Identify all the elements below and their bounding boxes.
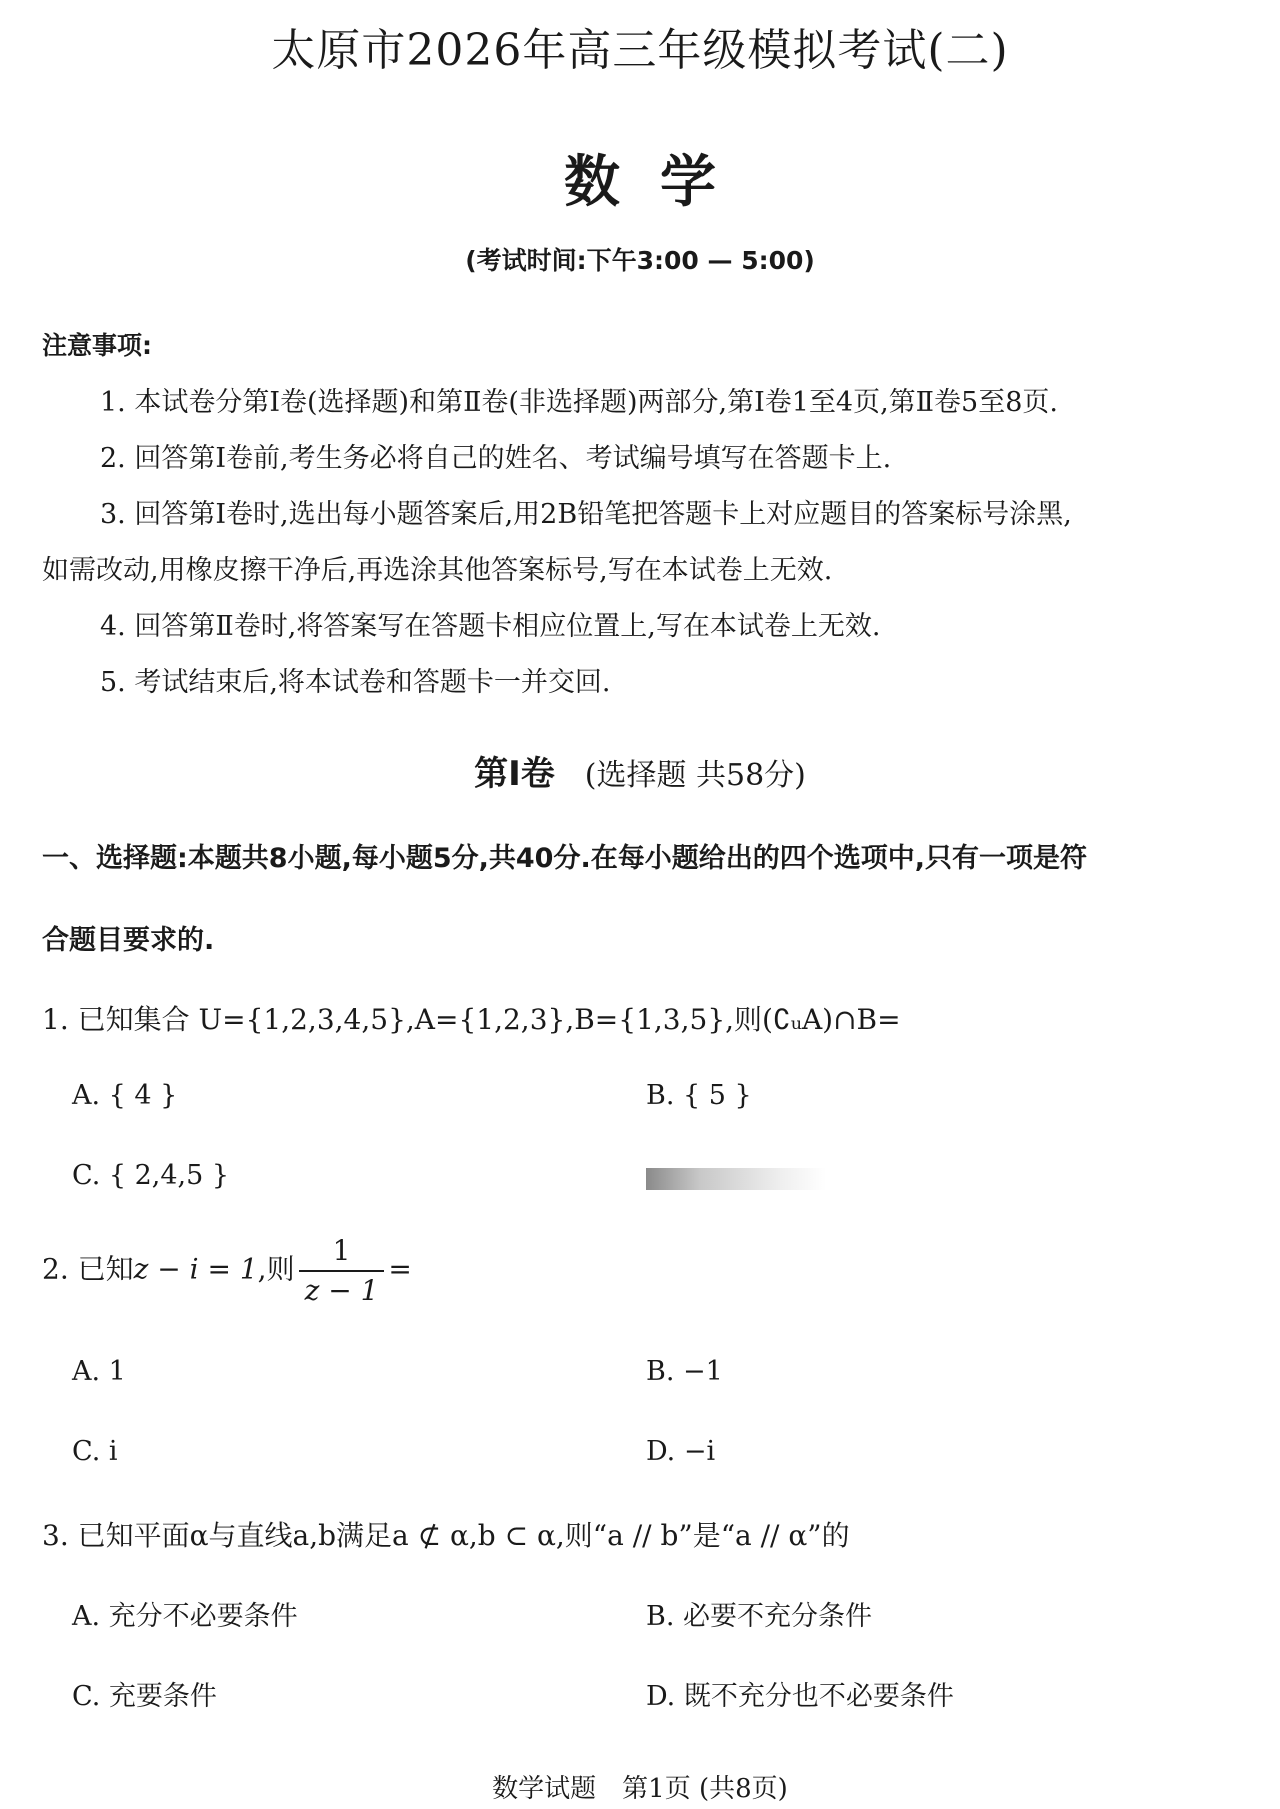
note-item: 3. 回答第Ⅰ卷时,选出每小题答案后,用2B铅笔把答题卡上对应题目的答案标号涂黑, xyxy=(100,499,1072,530)
question-2-suffix: = xyxy=(388,1252,412,1286)
section-instruction-continuation: 合题目要求的. xyxy=(42,925,215,956)
question-1-option-c: C. { 2,4,5 } xyxy=(72,1160,230,1191)
fraction-denominator: z − 1 xyxy=(304,1274,379,1307)
subject-heading: 数学 xyxy=(564,150,756,215)
question-2-mid: ,则 xyxy=(257,1252,295,1286)
section-title: 第Ⅰ卷 xyxy=(474,754,555,794)
question-3-option-d: D. 既不充分也不必要条件 xyxy=(646,1681,954,1712)
question-1-stem: 1. 已知集合 U={1,2,3,4,5},A={1,2,3},B={1,3,5},则(∁ᵤA)∩B= xyxy=(42,1003,901,1036)
section-instruction: 一、选择题:本题共8小题,每小题5分,共40分.在每小题给出的四个选项中,只有一项是符 xyxy=(42,843,1087,874)
question-3-option-c: C. 充要条件 xyxy=(72,1681,217,1712)
question-2-option-d: D. −i xyxy=(646,1436,716,1467)
question-1-option-a: A. { 4 } xyxy=(72,1080,178,1111)
note-item: 1. 本试卷分第Ⅰ卷(选择题)和第Ⅱ卷(非选择题)两部分,第Ⅰ卷1至4页,第Ⅱ卷5至8页. xyxy=(100,387,1058,418)
question-2-option-b: B. −1 xyxy=(646,1356,723,1387)
question-3-option-a: A. 充分不必要条件 xyxy=(72,1601,298,1632)
scan-smudge xyxy=(646,1168,826,1190)
note-item: 5. 考试结束后,将本试卷和答题卡一并交回. xyxy=(100,667,611,698)
exam-title: 太原市2026年高三年级模拟考试(二) xyxy=(271,25,1009,76)
question-2-expression: z − i = 1 xyxy=(133,1252,258,1286)
note-item: 4. 回答第Ⅱ卷时,将答案写在答题卡相应位置上,写在本试卷上无效. xyxy=(100,611,881,642)
question-1-option-b: B. { 5 } xyxy=(646,1080,752,1111)
note-item: 2. 回答第Ⅰ卷前,考生务必将自己的姓名、考试编号填写在答题卡上. xyxy=(100,443,892,474)
section-subtitle: (选择题 共58分) xyxy=(584,758,806,793)
question-2-prefix: 2. 已知 xyxy=(42,1252,134,1286)
question-3-stem: 3. 已知平面α与直线a,b满足a ⊄ α,b ⊂ α,则“a // b”是“a // α”的 xyxy=(42,1519,850,1552)
section-heading xyxy=(0,746,1280,795)
page-footer: 数学试题 第1页 (共8页) xyxy=(492,1774,788,1804)
question-2-fraction xyxy=(299,1232,385,1310)
notes-heading: 注意事项: xyxy=(42,331,152,360)
question-2-option-a: A. 1 xyxy=(72,1356,126,1387)
note-item-continuation: 如需改动,用橡皮擦干净后,再选涂其他答案标号,写在本试卷上无效. xyxy=(42,555,833,586)
question-2-option-c: C. i xyxy=(72,1436,118,1467)
question-3-option-b: B. 必要不充分条件 xyxy=(646,1601,873,1632)
fraction-numerator: 1 xyxy=(299,1232,385,1272)
exam-time: (考试时间:下午3:00 — 5:00) xyxy=(465,246,815,275)
question-2-stem xyxy=(42,1232,412,1310)
